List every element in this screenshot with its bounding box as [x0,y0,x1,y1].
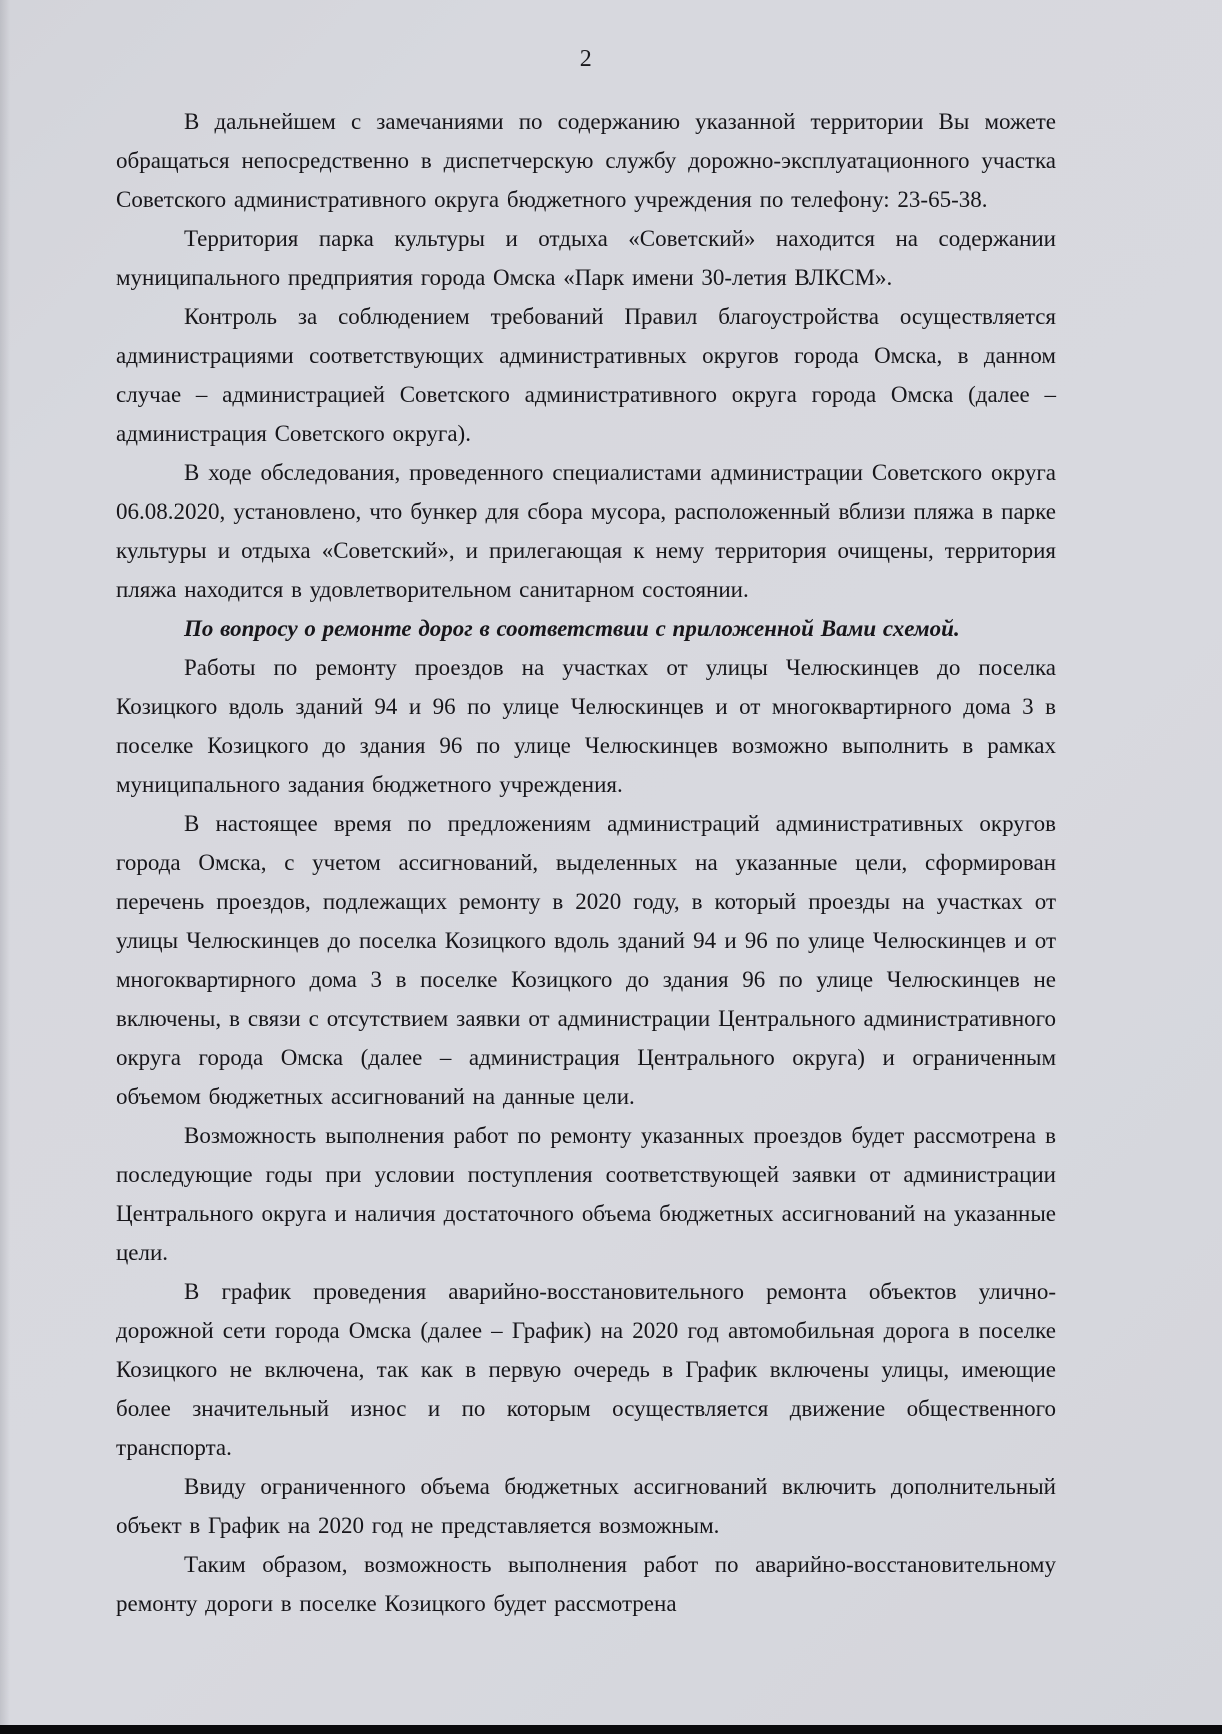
scan-edge-bottom [0,1725,1222,1734]
paragraph-conclusion: Таким образом, возможность выполнения работ по аварийно-восстановительному ремонту дороги в поселке Козицкого будет рассмотрена [116,1552,1056,1616]
paragraph-road-repair-heading: По вопросу о ремонте дорог в соответствии с приложенной Вами схемой. [184,616,960,641]
paragraph-repair-works: Работы по ремонту проездов на участках от улицы Челюскинцев до поселка Козицкого вдоль зданий 94 и 96 по улице Челюскинцев и от многоквартирного дома 3 в поселке Козицкого до здания 96 по улице Челюскинцев возможно выполнить в рамках муниципального задания бюджетного учреждения. [116,655,1056,797]
paragraph-inspection: В ходе обследования, проведенного специалистами администрации Советского округа 06.08.2020, установлено, что бункер для сбора мусора, расположенный вблизи пляжа в парке культуры и отдыха «Советский», и прилегающая к нему территория очищены, территория пляжа находится в удовлетворительном санитарном состоянии. [116,460,1056,602]
paragraph-control-rules: Контроль за соблюдением требований Правил благоустройства осуществляется администрациями соответствующих административных округов города Омска, в данном случае – администрацией Советского административного округа города Омска (далее – администрация Советского округа). [116,304,1056,446]
paragraph-budget-limit: Ввиду ограниченного объема бюджетных ассигнований включить дополнительный объект в График на 2020 год не представляется возможным. [116,1474,1056,1538]
paragraph-park-territory: Территория парка культуры и отдыха «Советский» находится на содержании муниципального предприятия города Омска «Парк имени 30-летия ВЛКСМ». [116,226,1056,290]
scan-shadow [0,0,10,1734]
paragraph-2020-repair-list: В настоящее время по предложениям администраций административных округов города Омска, с учетом ассигнований, выделенных на указанные цели, сформирован перечень проездов, подлежащих ремонту в 2020 году, в который проезды на участках от улицы Челюскинцев до поселка Козицкого вдоль зданий 94 и 96 по улице Челюскинцев и от многоквартирного дома 3 в поселке Козицкого до здания 96 по улице Челюскинцев не включены, в связи с отсутствием заявки от администрации Центрального административного округа города Омска (далее – администрация Центрального округа) и ограниченным объемом бюджетных ассигнований на данные цели. [116,811,1056,1109]
page-number: 2 [579,46,593,72]
paragraph-emergency-repair-schedule: В график проведения аварийно-восстановительного ремонта объектов улично-дорожной сети города Омска (далее – График) на 2020 год автомобильная дорога в поселке Козицкого не включена, так как в первую очередь в График включены улицы, имеющие более значительный износ и по которым осуществляется движение общественного транспорта. [116,1279,1056,1460]
letter-body [116,102,1056,1623]
paragraph-contact-info: В дальнейшем с замечаниями по содержанию указанной территории Вы можете обращаться непосредственно в диспетчерскую службу дорожно-эксплуатационного участка Советского административного округа бюджетного учреждения по телефону: 23-65-38. [116,109,1056,212]
paragraph-future-consideration: Возможность выполнения работ по ремонту указанных проездов будет рассмотрена в последующие годы при условии поступления соответствующей заявки от администрации Центрального округа и наличия достаточного объема бюджетных ассигнований на указанные цели. [116,1123,1056,1265]
